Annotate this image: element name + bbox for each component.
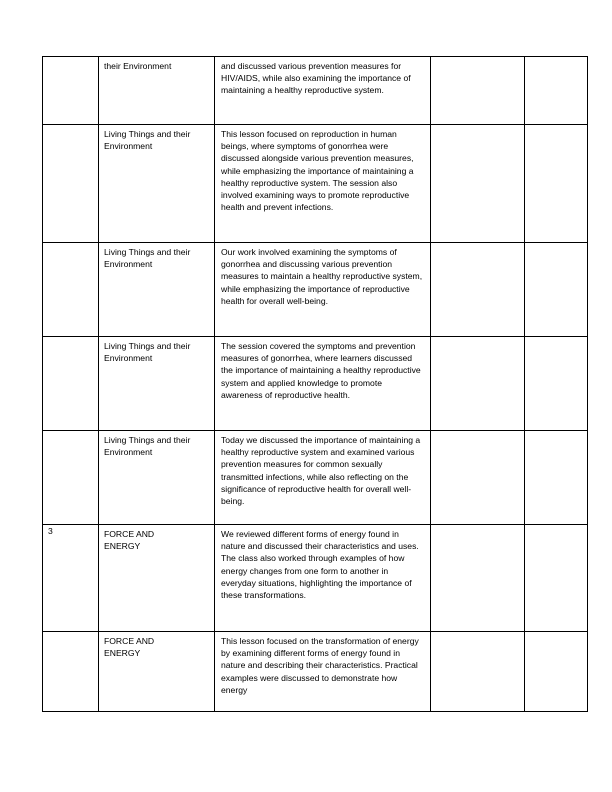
table-row [43, 243, 588, 337]
strand-cell: FORCE AND ENERGY [99, 632, 215, 712]
strand-cell: Living Things and their Environment [99, 125, 215, 243]
table-row [43, 57, 588, 125]
blank-cell [525, 337, 588, 431]
week-cell [43, 525, 99, 632]
summary-cell: This lesson focused on reproduction in human beings, where symptoms of gonorrhea were discussed alongside various prevention measures, while emphasizing the importance of maintaining a healthy reproductive system. The session also involved examining ways to promote reproductive health and prevent infections. [215, 125, 431, 243]
blank-cell [431, 57, 525, 125]
blank-cell [525, 243, 588, 337]
blank-cell [525, 57, 588, 125]
blank-cell [525, 632, 588, 712]
blank-cell [431, 632, 525, 712]
week-cell [43, 431, 99, 525]
summary-cell: We reviewed different forms of energy found in nature and discussed their characteristics and uses. The class also worked through examples of how energy changes from one form to another in everyday situations, highlighting the importance of these transformations. [215, 525, 431, 632]
blank-cell [431, 431, 525, 525]
lesson-log-table [42, 56, 588, 712]
summary-cell: Our work involved examining the symptoms of gonorrhea and discussing various prevention measures to maintain a healthy reproductive system, while emphasizing the importance of reproductive health for overall well-being. [215, 243, 431, 337]
summary-cell: The session covered the symptoms and prevention measures of gonorrhea, where learners discussed the importance of maintaining a healthy reproductive system and applied knowledge to promote awareness of reproductive health. [215, 337, 431, 431]
blank-cell [431, 125, 525, 243]
blank-cell [431, 525, 525, 632]
table-row [43, 125, 588, 243]
blank-cell [525, 431, 588, 525]
strand-cell: Living Things and their Environment [99, 243, 215, 337]
week-number: 3 [48, 526, 53, 536]
summary-cell: Today we discussed the importance of maintaining a healthy reproductive system and examined various prevention measures for common sexually transmitted infections, while also reflecting on the significance of reproductive health for overall well-being. [215, 431, 431, 525]
summary-cell: and discussed various prevention measures for HIV/AIDS, while also examining the importance of maintaining a healthy reproductive system. [215, 57, 431, 125]
strand-cell: Living Things and their Environment [99, 431, 215, 525]
summary-cell: This lesson focused on the transformation of energy by examining different forms of energy found in nature and describing their characteristics. Practical examples were discussed to demonstrate how energy [215, 632, 431, 712]
table-row [43, 431, 588, 525]
strand-cell: FORCE AND ENERGY [99, 525, 215, 632]
blank-cell [525, 125, 588, 243]
strand-cell: their Environment [99, 57, 215, 125]
table-row [43, 525, 588, 632]
blank-cell [431, 243, 525, 337]
blank-cell [525, 525, 588, 632]
table-row [43, 632, 588, 712]
blank-cell [431, 337, 525, 431]
week-cell [43, 57, 99, 125]
week-cell [43, 337, 99, 431]
table-row [43, 337, 588, 431]
week-cell [43, 125, 99, 243]
strand-cell: Living Things and their Environment [99, 337, 215, 431]
week-cell [43, 632, 99, 712]
week-cell [43, 243, 99, 337]
